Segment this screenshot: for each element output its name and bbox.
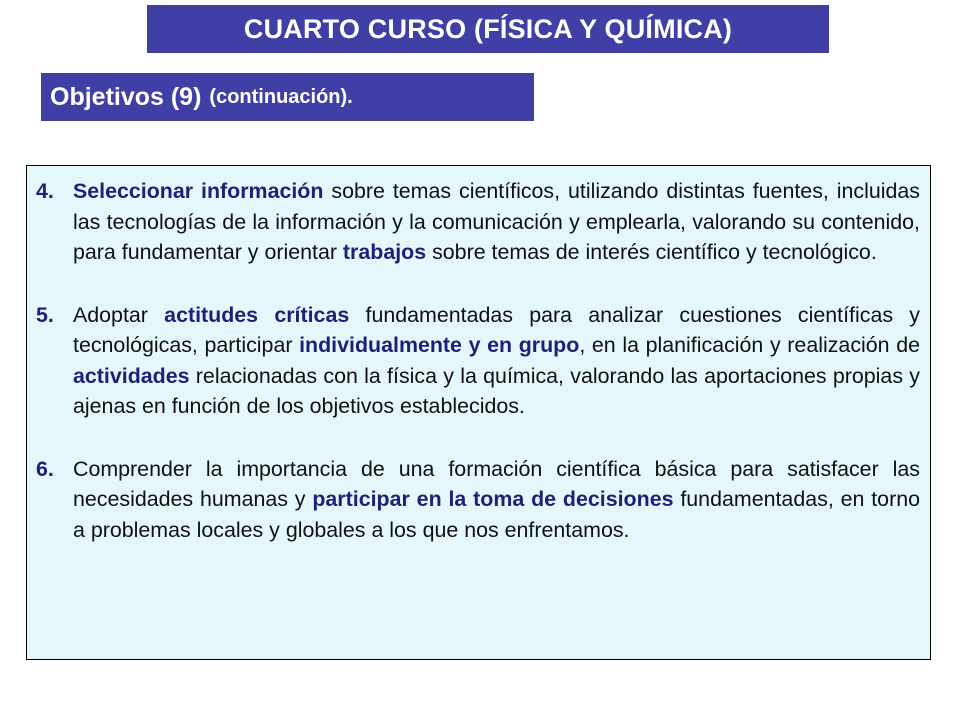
objective-text: Comprender la importancia de una formación científica básica para satisfacer las necesidades humanas y bbox=[73, 456, 920, 511]
objective-text: , en la planificación y realización de bbox=[579, 333, 920, 357]
objective-text: relacionadas con la física y la química, valorando las aportaciones propias y ajenas en función de los objetivos establecidos. bbox=[73, 363, 920, 418]
objective-keyword: actitudes críticas bbox=[164, 302, 350, 327]
objective-item-4 bbox=[36, 176, 920, 268]
objective-text: fundamentadas para analizar cuestiones científicas y tecnológicas, participar bbox=[73, 302, 920, 357]
objective-number: 6. bbox=[36, 456, 54, 481]
objective-number: 4. bbox=[36, 179, 54, 203]
objective-text: sobre temas científicos, utilizando distintas fuentes, incluidas las tecnologías de la información y la comunicación y emplearla, valorando su contenido, para fundamentar y orientar bbox=[73, 179, 921, 264]
objective-keyword: actividades bbox=[73, 363, 190, 388]
title-banner bbox=[147, 5, 829, 53]
objective-keyword: Seleccionar información bbox=[73, 179, 324, 203]
page-title: CUARTO CURSO (FÍSICA Y QUÍMICA) bbox=[243, 13, 733, 44]
objectives-box bbox=[26, 165, 931, 660]
objective-text: Adoptar bbox=[73, 302, 165, 327]
objective-text: sobre temas de interés científico y tecnológico. bbox=[426, 240, 877, 264]
objective-keyword: participar en la toma de decisiones bbox=[312, 487, 674, 511]
objective-text: fundamentadas, en torno a problemas locales y globales a los que nos enfrentamos. bbox=[73, 487, 920, 542]
section-title: Objetivos (9) bbox=[50, 82, 202, 111]
objective-number: 5. bbox=[36, 302, 54, 327]
objective-keyword: individualmente y en grupo bbox=[299, 333, 580, 357]
section-subtitle: (continuación). bbox=[209, 85, 353, 108]
objective-keyword: trabajos bbox=[342, 240, 427, 264]
objective-item-6 bbox=[36, 454, 920, 546]
objective-item-5 bbox=[36, 300, 920, 422]
section-banner bbox=[41, 73, 534, 121]
